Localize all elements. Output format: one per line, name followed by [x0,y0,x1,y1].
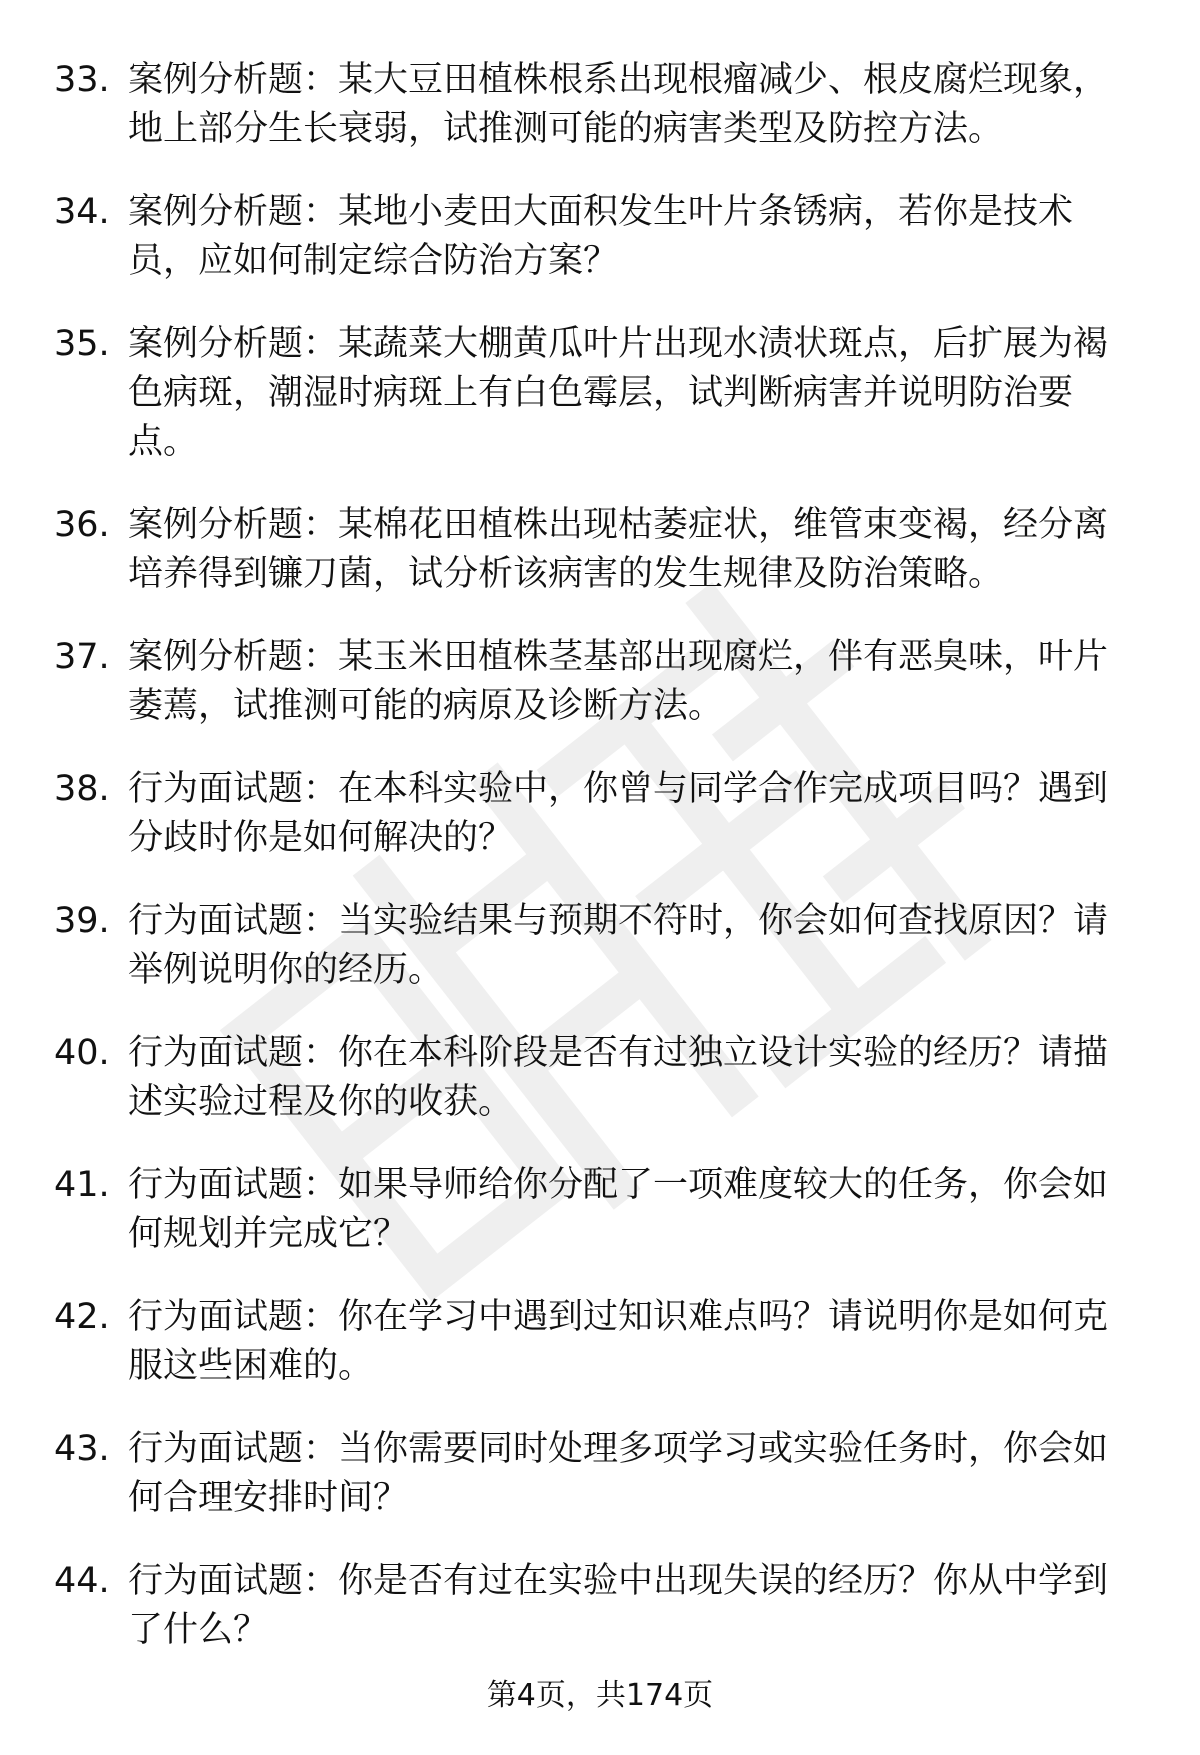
question-number: 36. [54,505,110,545]
question-number: 39. [54,901,110,941]
question-item [0,320,1200,467]
question-number: 42. [54,1297,110,1337]
question-item [0,188,1200,286]
question-text: 案例分析题：某棉花田植株出现枯萎症状，维管束变褐，经分离培养得到镰刀菌，试分析该病害的发生规律及防治策略。 [128,505,1109,594]
question-list [0,56,1200,1689]
question-number: 33. [54,60,110,100]
question-number: 40. [54,1033,110,1073]
question-item [0,1029,1200,1127]
question-item [0,633,1200,731]
question-text: 行为面试题：你是否有过在实验中出现失误的经历？你从中学到了什么？ [128,1561,1109,1650]
question-text: 行为面试题：你在本科阶段是否有过独立设计实验的经历？请描述实验过程及你的收获。 [128,1033,1109,1122]
question-item [0,897,1200,995]
question-item [0,1557,1200,1655]
question-number: 41. [54,1165,110,1205]
question-item [0,501,1200,599]
question-number: 37. [54,637,110,677]
question-text: 行为面试题：你在学习中遇到过知识难点吗？请说明你是如何克服这些困难的。 [128,1297,1109,1386]
question-number: 34. [54,192,110,232]
page-footer: 第4页，共174页 [486,1678,714,1713]
question-number: 44. [54,1561,110,1601]
question-number: 38. [54,769,110,809]
question-text: 案例分析题：某地小麦田大面积发生叶片条锈病，若你是技术员，应如何制定综合防治方案？ [128,192,1074,281]
question-text: 行为面试题：在本科实验中，你曾与同学合作完成项目吗？遇到分歧时你是如何解决的？ [128,769,1109,858]
question-text: 案例分析题：某蔬菜大棚黄瓜叶片出现水渍状斑点，后扩展为褐色病斑，潮湿时病斑上有白色霉层，试判断病害并说明防治要点。 [128,324,1109,462]
question-text: 行为面试题：如果导师给你分配了一项难度较大的任务，你会如何规划并完成它？ [128,1165,1109,1254]
question-item [0,765,1200,863]
question-text: 案例分析题：某大豆田植株根系出现根瘤减少、根皮腐烂现象，地上部分生长衰弱，试推测可能的病害类型及防控方法。 [128,60,1109,149]
question-number: 35. [54,324,110,364]
question-text: 案例分析题：某玉米田植株茎基部出现腐烂，伴有恶臭味，叶片萎蔫，试推测可能的病原及诊断方法。 [128,637,1109,726]
question-number: 43. [54,1429,110,1469]
question-item [0,1293,1200,1391]
question-text: 行为面试题：当你需要同时处理多项学习或实验任务时，你会如何合理安排时间？ [128,1429,1109,1518]
question-text: 行为面试题：当实验结果与预期不符时，你会如何查找原因？请举例说明你的经历。 [128,901,1109,990]
question-item [0,1161,1200,1259]
question-item [0,1425,1200,1523]
question-item [0,56,1200,154]
